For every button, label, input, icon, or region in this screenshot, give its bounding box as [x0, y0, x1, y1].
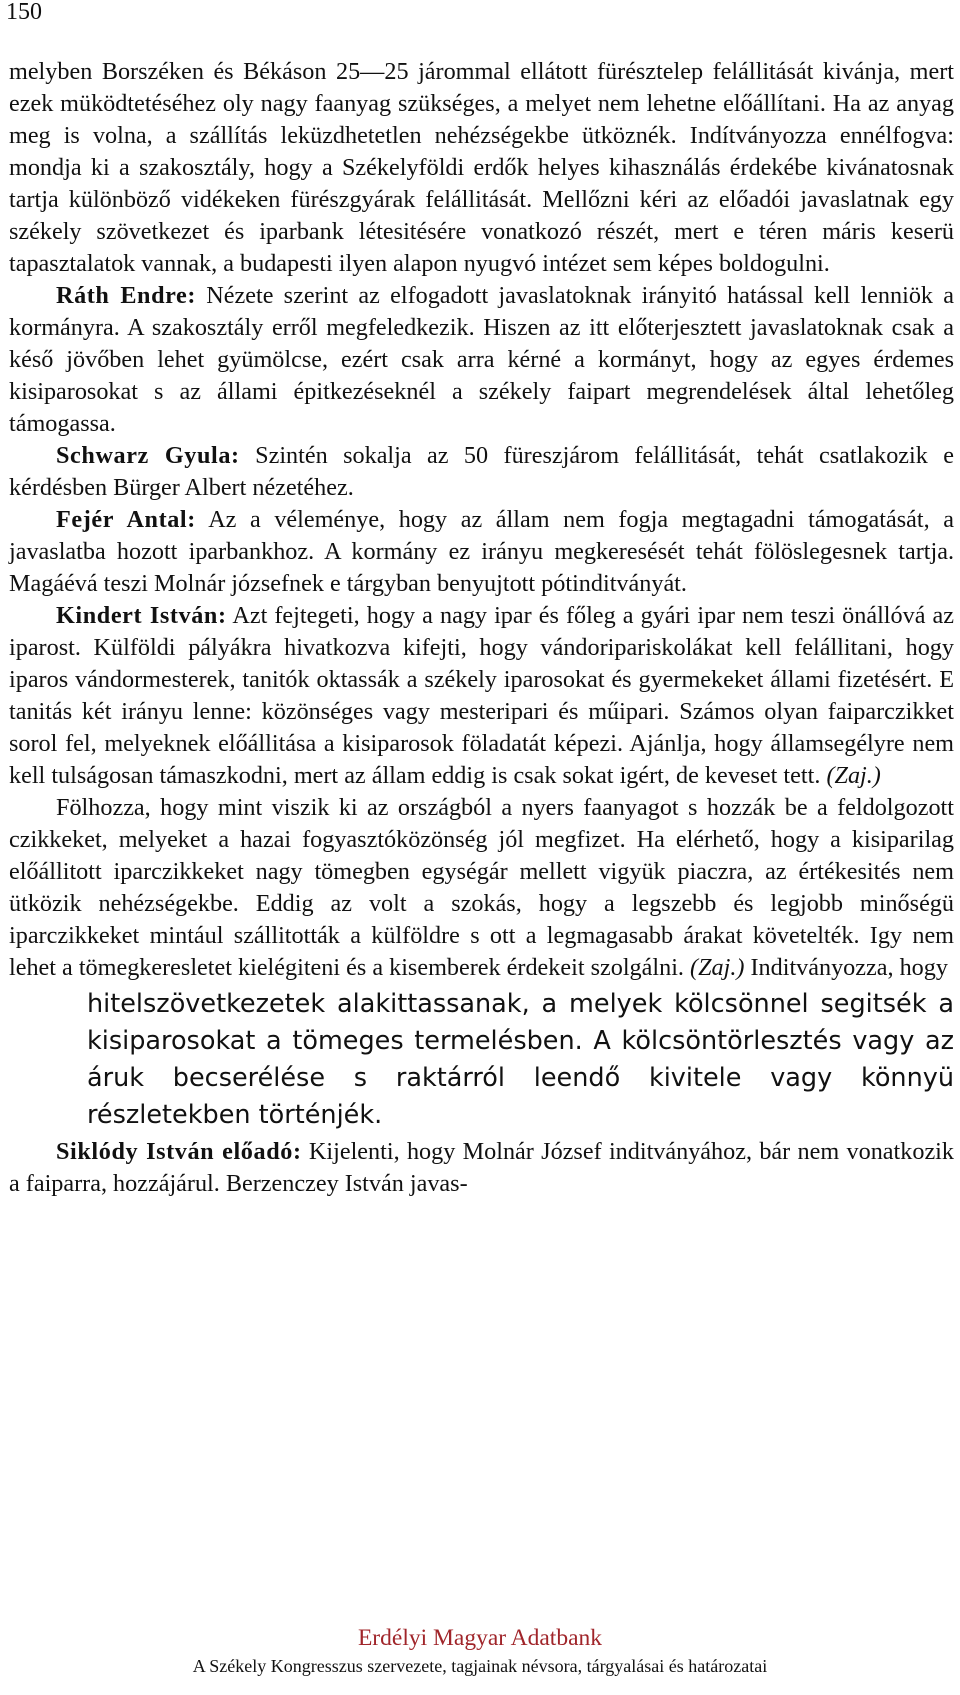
page-number: 150	[6, 0, 42, 25]
paragraph-tail: Inditványozza, hogy	[744, 954, 948, 981]
interjection-note: (Zaj.)	[690, 954, 745, 981]
paragraph-rath-endre	[9, 280, 954, 440]
paragraph-text: Kijelenti, hogy Molnár József inditványához, bár nem vonatkozik a faiparra, hozzájárul. Berzenczey István javas-	[9, 1138, 954, 1197]
paragraph-fejer-antal	[9, 504, 954, 600]
paragraph-text: Az a véleménye, hogy az állam nem fogja megtagadni támogatását, a javaslatba hozott iparbankhoz. A kormány ez irányu megkeresését tehát fölöslegesnek tartja. Magáévá teszi Molnár józsefnek e tárgyban benyujtott pótinditványát.	[9, 506, 954, 597]
paragraph-siklody-istvan	[9, 1136, 954, 1200]
document-body	[9, 56, 954, 1200]
paragraph-schwarz-gyula	[9, 440, 954, 504]
paragraph-continuation	[9, 792, 954, 984]
speaker-name: Kindert István:	[56, 602, 227, 629]
speaker-name: Siklódy István előadó:	[56, 1138, 302, 1165]
speaker-name: Ráth Endre:	[56, 282, 197, 309]
speaker-name: Fejér Antal:	[56, 506, 196, 533]
paragraph-text: Nézete szerint az elfogadott javaslatoknak irányitó hatással kell lenniök a kormányra. A szakosztály erről megfeledkezik. Hiszen az itt előterjesztett javaslatoknak csak a késő jövőben lehet gyümölcse, ezért csak arra kérné a kormányt, hogy az egyes érdemes kisiparosokat s az állami épitkezéseknél a székely faipart megrendelések által lehetőleg támogassa.	[9, 282, 954, 437]
paragraph-text: Szintén sokalja az 50 füreszjárom felállitását, tehát csatlakozik e kérdésben Bürger Albert nézetéhez.	[9, 442, 954, 501]
paragraph-1: melyben Borszéken és Békáson 25—25 járommal ellátott fürésztelep felállitását kivánja, mert ezek müködtetéséhez oly nagy faanyag szükséges, a melyet nem lehetne előállítani. Ha az anyag meg is volna, a szállítás leküzdhetetlen nehézségekbe ütköznék. Indítványozza ennélfogva: mondja ki a szakosztály, hogy a Székelyföldi erdők helyes kihasználás érdekébe kivánatosnak tartja különböző vidékeken fürészgyárak felállitását. Mellőzni kéri az előadói javaslatnak egy székely szövetkezet és iparbank létesitésére vonatkozó részét, mert e téren máris keserü tapasztalatok vannak, a budapesti ilyen alapon nyugvó intézet sem képes boldogulni.	[9, 58, 954, 277]
paragraph-text: Fölhozza, hogy mint viszik ki az országból a nyers faanyagot s hozzák be a feldolgozott czikkeket, melyeket a hazai fogyasztóközönség jól megfizet. Ha elérhető, hogy a kisiparilag előállitott iparczikkeket nagy tömegben egységár mellett vigyük piaczra, az értékesités nem ütközik nehézségekbe. Eddig az volt a szokás, hogy a legszebb és legjobb minőségü iparczikkeket mintául szállitották a külföldre s ott a legmagasabb árakat követelték. Igy nem lehet a tömegkeresletet kielégiteni és a kisemberek érdekeit szolgálni.	[9, 794, 954, 981]
paragraph-kindert-istvan	[9, 600, 954, 792]
paragraph-text: Azt fejtegeti, hogy a nagy ipar és főleg a gyári ipar nem teszi önállóvá az iparost. Külföldi pályákra hivatkozva kifejti, hogy vándoripariskolákat kell felállitani, hogy iparos vándormesterek, tanitók oktassák a székely iparosokat és gyermekeket állami fizetésért. E tanitás két irányu lenne: közönséges vagy mesteripari és műipari. Számos olyan faiparczikket sorol fel, melyeknek előállitása a kisiparosok föladatát képezi. Ajánlja, hogy államsegélyre nem kell tulságosan támaszkodni, mert az állam eddig is csak sokat igért, de keveset tett.	[9, 602, 954, 789]
footer-subtitle: A Székely Kongresszus szervezete, tagjainak névsora, tárgyalásai és határozatai	[192, 1656, 768, 1676]
interjection-note: (Zaj.)	[826, 762, 881, 789]
footer-brand: Erdélyi Magyar Adatbank	[357, 1625, 603, 1651]
motion-quote: hitelszövetkezetek alakittassanak, a melyek kölcsönnel segitsék a kisiparosokat a tömeges termelésben. A kölcsöntörlesztés vagy az áruk becserélése s raktárról leendő kivitele vagy könnyü részletekben történjék.	[87, 989, 954, 1130]
speaker-name: Schwarz Gyula:	[56, 442, 240, 469]
